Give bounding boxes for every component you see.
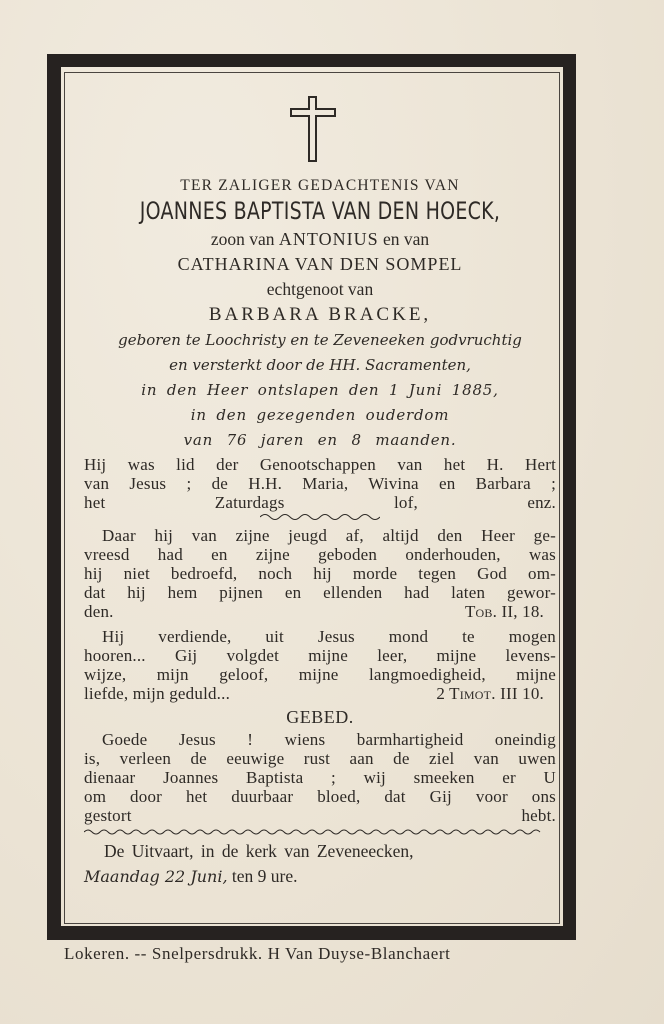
- spouse-label: echtgenoot van: [266, 279, 374, 299]
- quote-line: wijze, mijn geloof, mijne langmoedigheid, mijne: [84, 665, 556, 684]
- funeral-line: De Uitvaart, in de kerk van Zeveneecken,: [104, 841, 414, 861]
- birth-line: geboren te Loochristy en te Zeveneeken godvruchtig: [118, 331, 522, 349]
- quote-line: hij niet bedroefd, noch hij morde tegen God om-: [84, 564, 556, 583]
- age-line-2: van 76 jaren en 8 maanden.: [183, 431, 457, 449]
- quote-line: den.: [84, 602, 114, 621]
- societies-paragraph: [84, 455, 556, 512]
- quote-line: vreesd had en zijne geboden onderhouden, was: [84, 545, 556, 564]
- spouse-name: BARBARA BRACKE,: [208, 304, 432, 325]
- heading: TER ZALIGER GEDACHTENIS VAN: [180, 177, 460, 194]
- societies-line: Hij was lid der Genootschappen van het H. Hert: [84, 455, 556, 474]
- prayer-line: om door het duurbaar bloed, dat Gij voor ons: [84, 787, 556, 806]
- printer-imprint: Lokeren. -- Snelpersdrukk. H Van Duyse-Blanchaert: [64, 944, 451, 963]
- quote-line: dat hij hem pijnen en ellenden had laten gewor-: [84, 583, 556, 602]
- parents-suffix: en van: [382, 229, 430, 249]
- funeral-time: ten 9 ure.: [231, 866, 298, 886]
- sacraments-line: en versterkt door de HH. Sacramenten,: [169, 356, 471, 374]
- father-name: ANTONIUS: [278, 229, 379, 249]
- parents-prefix: zoon van: [210, 229, 275, 249]
- societies-line: van Jesus ; de H.H. Maria, Wivina en Barbara ;: [84, 474, 556, 493]
- prayer-line: Goede Jesus ! wiens barmhartigheid oneindig: [102, 730, 556, 749]
- wave-divider: [260, 512, 380, 522]
- memorial-card-content: [84, 95, 556, 889]
- prayer-line: is, verleen de eeuwige rust aan de ziel van uwen: [84, 749, 556, 768]
- prayer-line: dienaar Joannes Baptista ; wij smeeken er U: [84, 768, 556, 787]
- death-line: in den Heer ontslapen den 1 Juni 1885,: [141, 381, 499, 399]
- quote-tobit: [84, 526, 556, 621]
- societies-line: het Zaturdags lof, enz.: [84, 493, 556, 512]
- funeral-date: Maandag 22 Juni,: [84, 867, 228, 886]
- funeral-date-line: [84, 864, 556, 889]
- age-line-1: in den gezegenden ouderdom: [190, 406, 450, 424]
- quote-last-row: [84, 684, 556, 703]
- quote-reference: Tob. II, 18.: [464, 602, 544, 621]
- quote-line: Hij verdiende, uit Jesus mond te mogen: [102, 627, 556, 646]
- prayer-line: gestort hebt.: [84, 806, 556, 825]
- prayer-paragraph: [84, 730, 556, 825]
- quote-timothy: [84, 627, 556, 703]
- quote-line: hooren... Gij volgdet mijne leer, mijne levens-: [84, 646, 556, 665]
- prayer-title: GEBED.: [286, 707, 354, 727]
- quote-reference: 2 Timot. III 10.: [436, 684, 544, 703]
- quote-line: Daar hij van zijne jeugd af, altijd den Heer ge-: [102, 526, 556, 545]
- wave-divider-long: [84, 827, 544, 837]
- quote-last-row: [84, 602, 556, 621]
- parents-line: [84, 227, 556, 252]
- quote-line: liefde, mijn geduld...: [84, 684, 231, 703]
- deceased-name: JOANNES BAPTISTA VAN DEN HOECK,: [139, 197, 501, 225]
- mother-name: CATHARINA VAN DEN SOMPEL: [177, 254, 463, 274]
- cross-icon: [289, 95, 337, 165]
